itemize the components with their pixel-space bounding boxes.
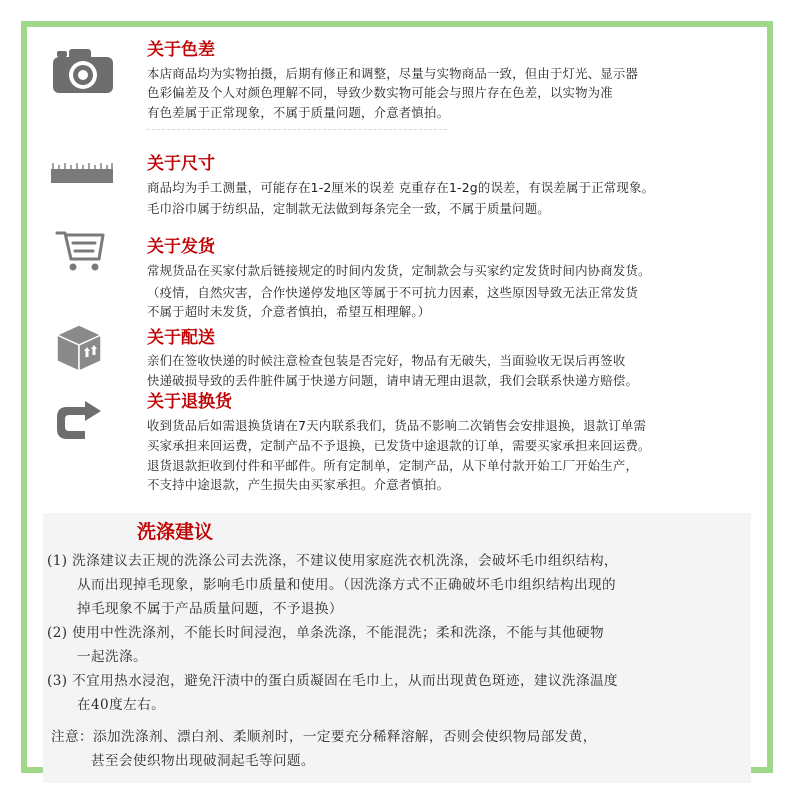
cart-icon bbox=[53, 227, 109, 273]
washing-advice-panel bbox=[43, 513, 751, 783]
divider bbox=[147, 129, 447, 130]
section-text-line: 毛巾浴巾属于纺织品，定制款无法做到每条完全一致，不属于质量问题。 bbox=[147, 201, 550, 216]
care-text-line: (2) 使用中性洗涤剂，不能长时间浸泡，单条洗涤，不能混洗；柔和洗涤，不能与其他硬物 bbox=[47, 625, 604, 641]
washing-advice-title: 洗涤建议 bbox=[137, 521, 214, 543]
content-frame bbox=[21, 21, 773, 773]
section-text-line: 色彩偏差及个人对颜色理解不同，导致少数实物可能会与照片存在色差，以实物为准 bbox=[147, 85, 613, 100]
care-text-line: (1) 洗涤建议去正规的洗涤公司去洗涤，不建议使用家庭洗衣机洗涤，会破坏毛巾组织结构， bbox=[47, 553, 618, 569]
section-title: 关于发货 bbox=[147, 237, 215, 257]
section-text-line: 收到货品后如需退换货请在7天内联系我们，货品不影响二次销售会安排退换，退款订单需 bbox=[147, 418, 647, 433]
section-text-line: 快递破损导致的丢件脏件属于快递方问题，请申请无理由退款，我们会联系快递方赔偿。 bbox=[147, 373, 639, 388]
camera-icon bbox=[51, 45, 115, 95]
section-text-line: 亲们在签收快递的时候注意检查包装是否完好，物品有无破失，当面验收无误后再签收 bbox=[147, 353, 626, 368]
section-text-line: 不属于超时未发货，介意者慎拍，希望互相理解。） bbox=[147, 304, 431, 319]
care-text-line: 从而出现掉毛现象，影响毛巾质量和使用。（因洗涤方式不正确破坏毛巾组织结构出现的 bbox=[77, 577, 616, 593]
section-text-line: 退货退款拒收到付件和平邮件。所有定制单，定制产品，从下单付款开始工厂开始生产， bbox=[147, 458, 639, 473]
ruler-icon bbox=[51, 163, 113, 185]
care-text-line: 在40度左右。 bbox=[77, 697, 166, 713]
section-text-line: 有色差属于正常现象，不属于质量问题，介意者慎拍。 bbox=[147, 105, 450, 120]
section-text-line: 常规货品在买家付款后链接规定的时间内发货，定制款会与买家约定发货时间内协商发货。 bbox=[147, 263, 651, 278]
section-text-line: 本店商品均为实物拍摄，后期有修正和调整，尽量与实物商品一致，但由于灯光、显示器 bbox=[147, 66, 639, 81]
care-text-line: (3) 不宜用热水浸泡，避免汗渍中的蛋白质凝固在毛巾上，从而出现黄色斑迹，建议洗涤温度 bbox=[47, 673, 618, 689]
section-text-line: 买家承担来回运费，定制产品不予退换，已发货中途退款的订单，需要买家承担来回运费。 bbox=[147, 438, 651, 453]
section-text-line: 不支持中途退款，产生损失由买家承担。介意者慎拍。 bbox=[147, 477, 450, 492]
section-title: 关于配送 bbox=[147, 328, 215, 348]
package-icon bbox=[53, 321, 105, 373]
care-text-line: 注意：添加洗涤剂、漂白剂、柔顺剂时，一定要充分稀释溶解，否则会使织物局部发黄， bbox=[51, 729, 597, 745]
section-text-line: 商品均为手工测量，可能存在1-2厘米的误差 克重存在1-2g的误差，有误差属于正常现象。 bbox=[147, 180, 655, 195]
care-text-line: 掉毛现象不属于产品质量问题，不予退换） bbox=[77, 601, 343, 617]
care-text-line: 一起洗涤。 bbox=[77, 649, 147, 665]
section-title: 关于退换货 bbox=[147, 392, 232, 412]
section-text-line: （疫情，自然灾害，合作快递停发地区等属于不可抗力因素，这些原因导致无法正常发货 bbox=[147, 285, 639, 300]
return-arrow-icon bbox=[55, 395, 105, 443]
section-title: 关于尺寸 bbox=[147, 154, 215, 174]
section-title: 关于色差 bbox=[147, 40, 215, 60]
care-text-line: 甚至会使织物出现破洞起毛等问题。 bbox=[91, 753, 315, 769]
